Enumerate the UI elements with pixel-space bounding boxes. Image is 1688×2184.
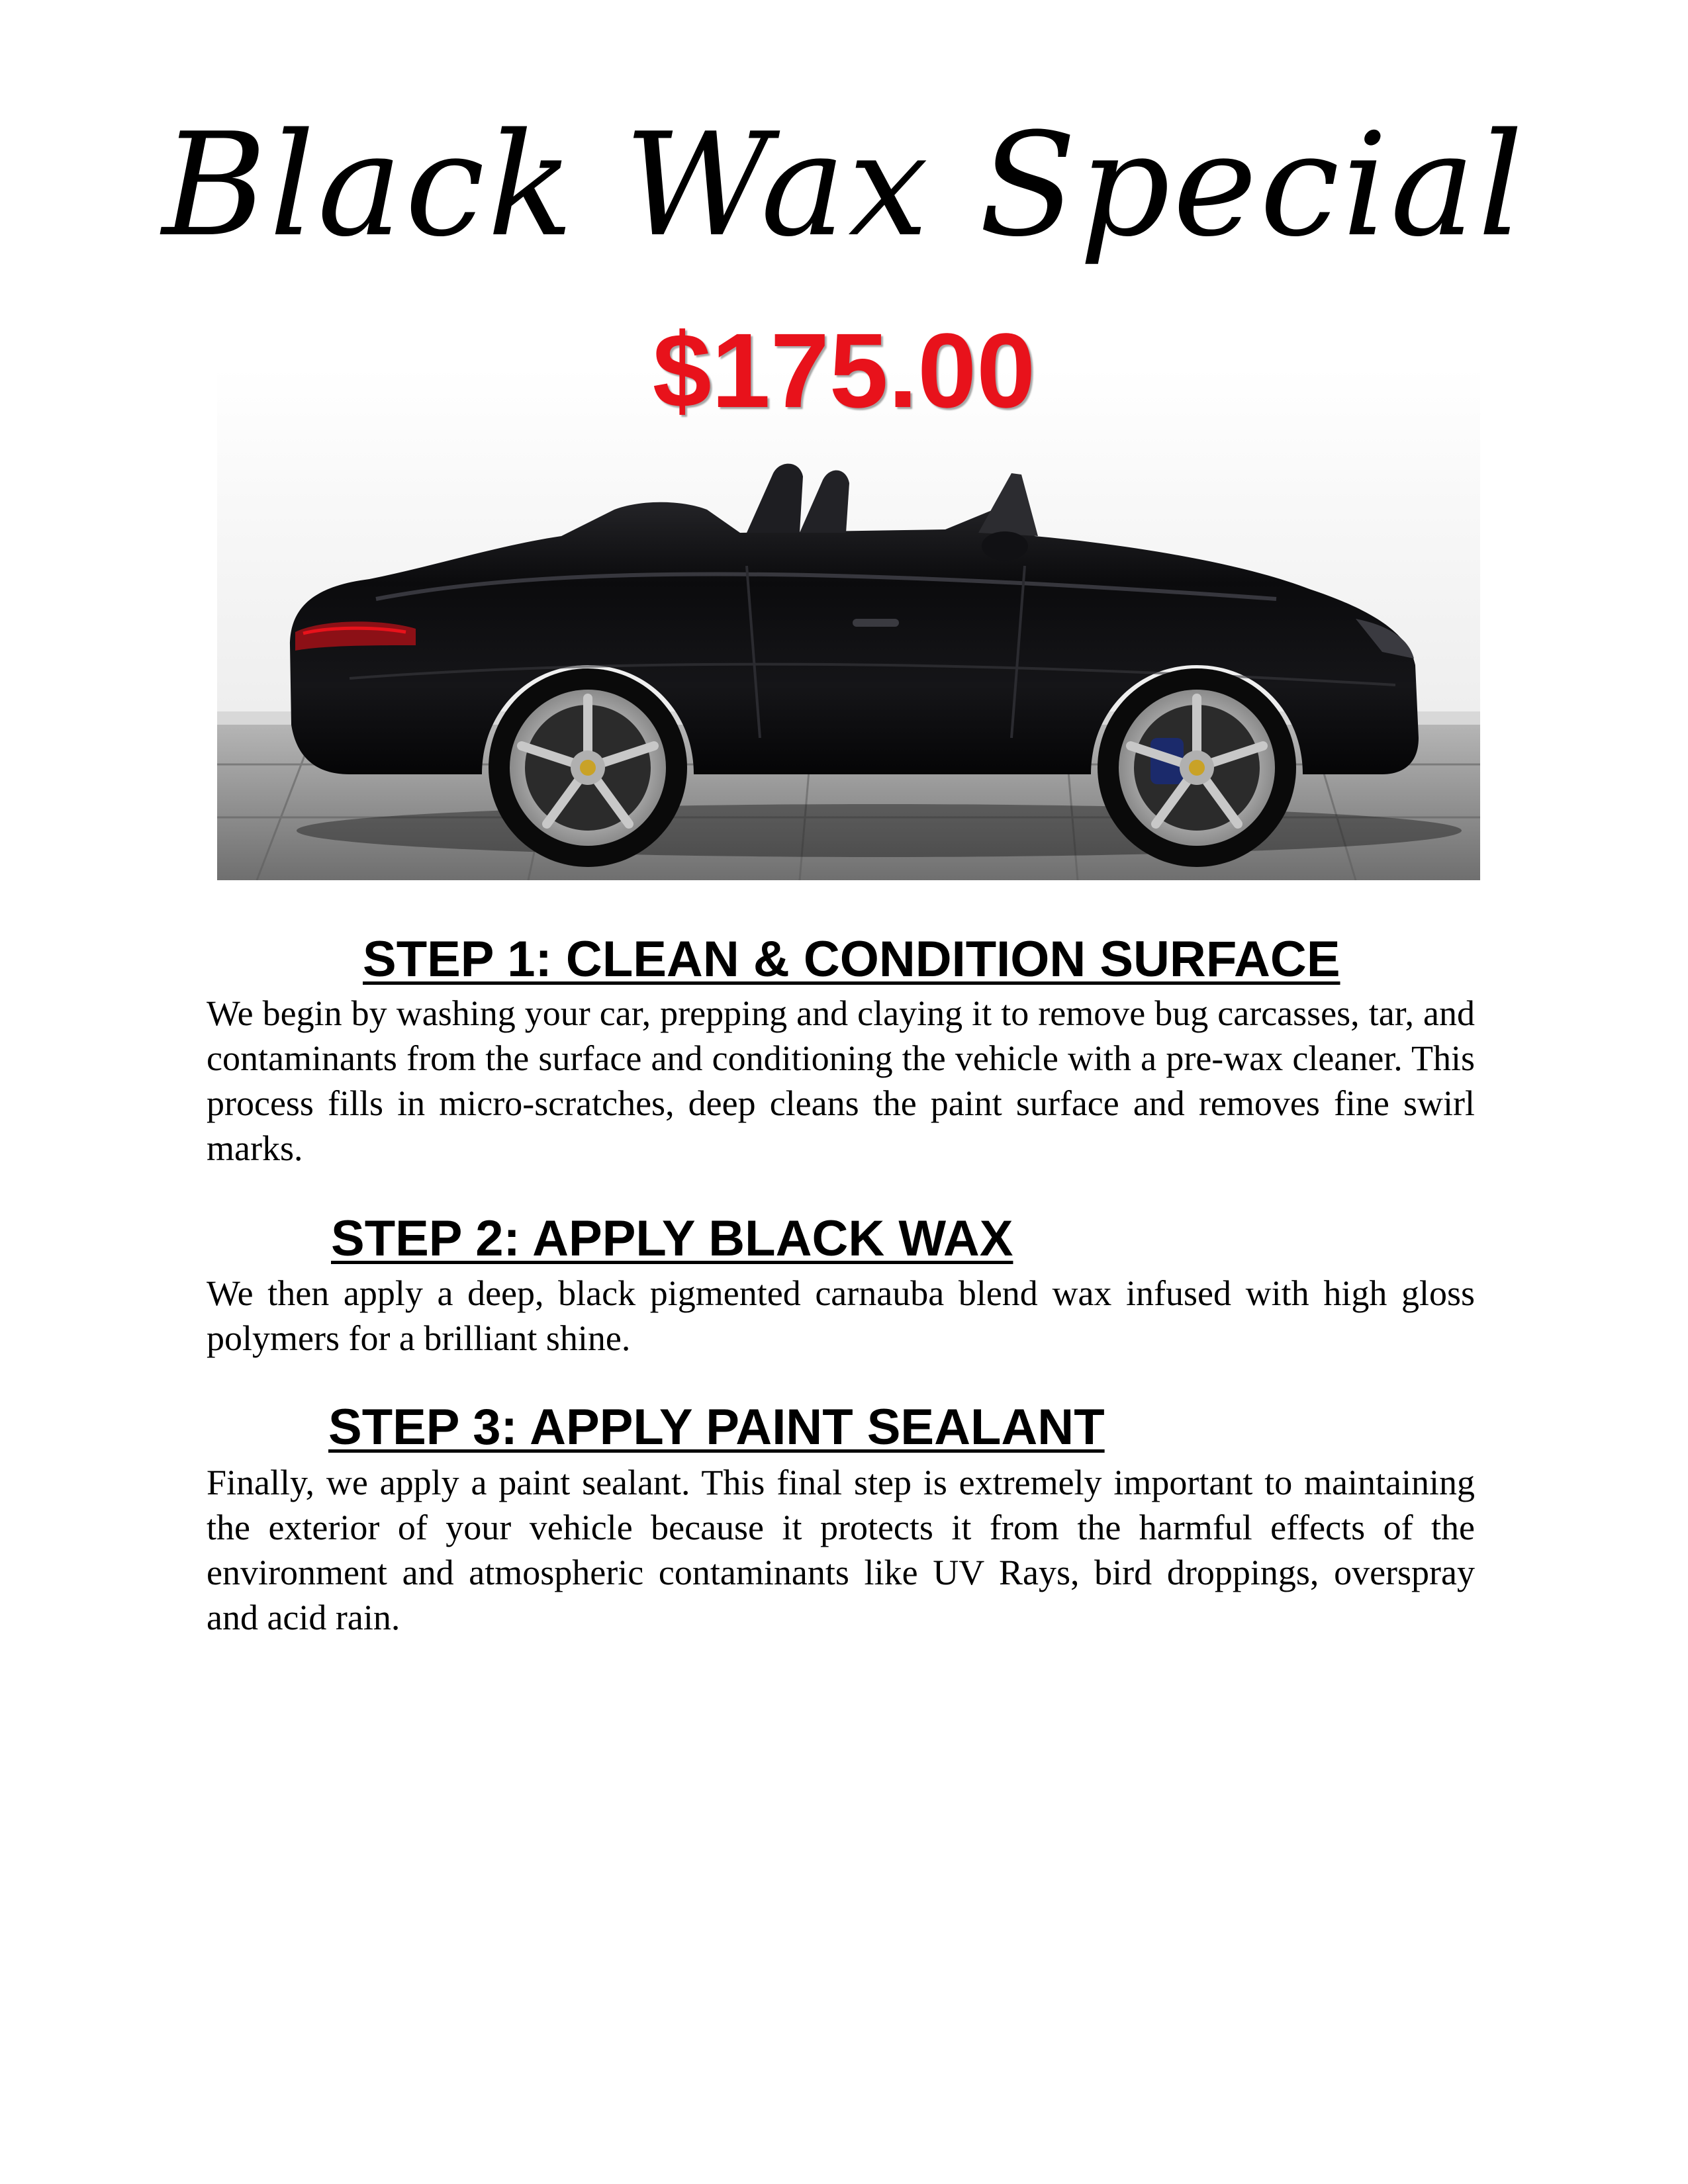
step-3-body: Finally, we apply a paint sealant. This final step is extremely important to maintaining the exterior of your vehicle because it protects it from the harmful effects of the environment and atmospheric contaminants like UV Rays, bird droppings, overspray and acid rain. — [207, 1463, 1475, 1637]
price-label: $175.00 — [652, 311, 1036, 430]
car-photo — [217, 367, 1480, 880]
page-title: Black Wax Special — [162, 102, 1526, 268]
step-1-heading: STEP 1: CLEAN & CONDITION SURFACE — [363, 931, 1340, 987]
step-1-body: We begin by washing your car, prepping and claying it to remove bug carcasses, tar, and contaminants from the surface and conditioning the vehicle with a pre-wax cleaner. This process fills in micro-scratches, deep cleans the paint surface and removes fine swirl marks. — [207, 993, 1475, 1168]
step-3-heading: STEP 3: APPLY PAINT SEALANT — [328, 1399, 1105, 1455]
step-2-heading: STEP 2: APPLY BLACK WAX — [331, 1210, 1013, 1267]
step-2-body: We then apply a deep, black pigmented carnauba blend wax infused with high gloss polymers for a brilliant shine. — [207, 1273, 1475, 1358]
